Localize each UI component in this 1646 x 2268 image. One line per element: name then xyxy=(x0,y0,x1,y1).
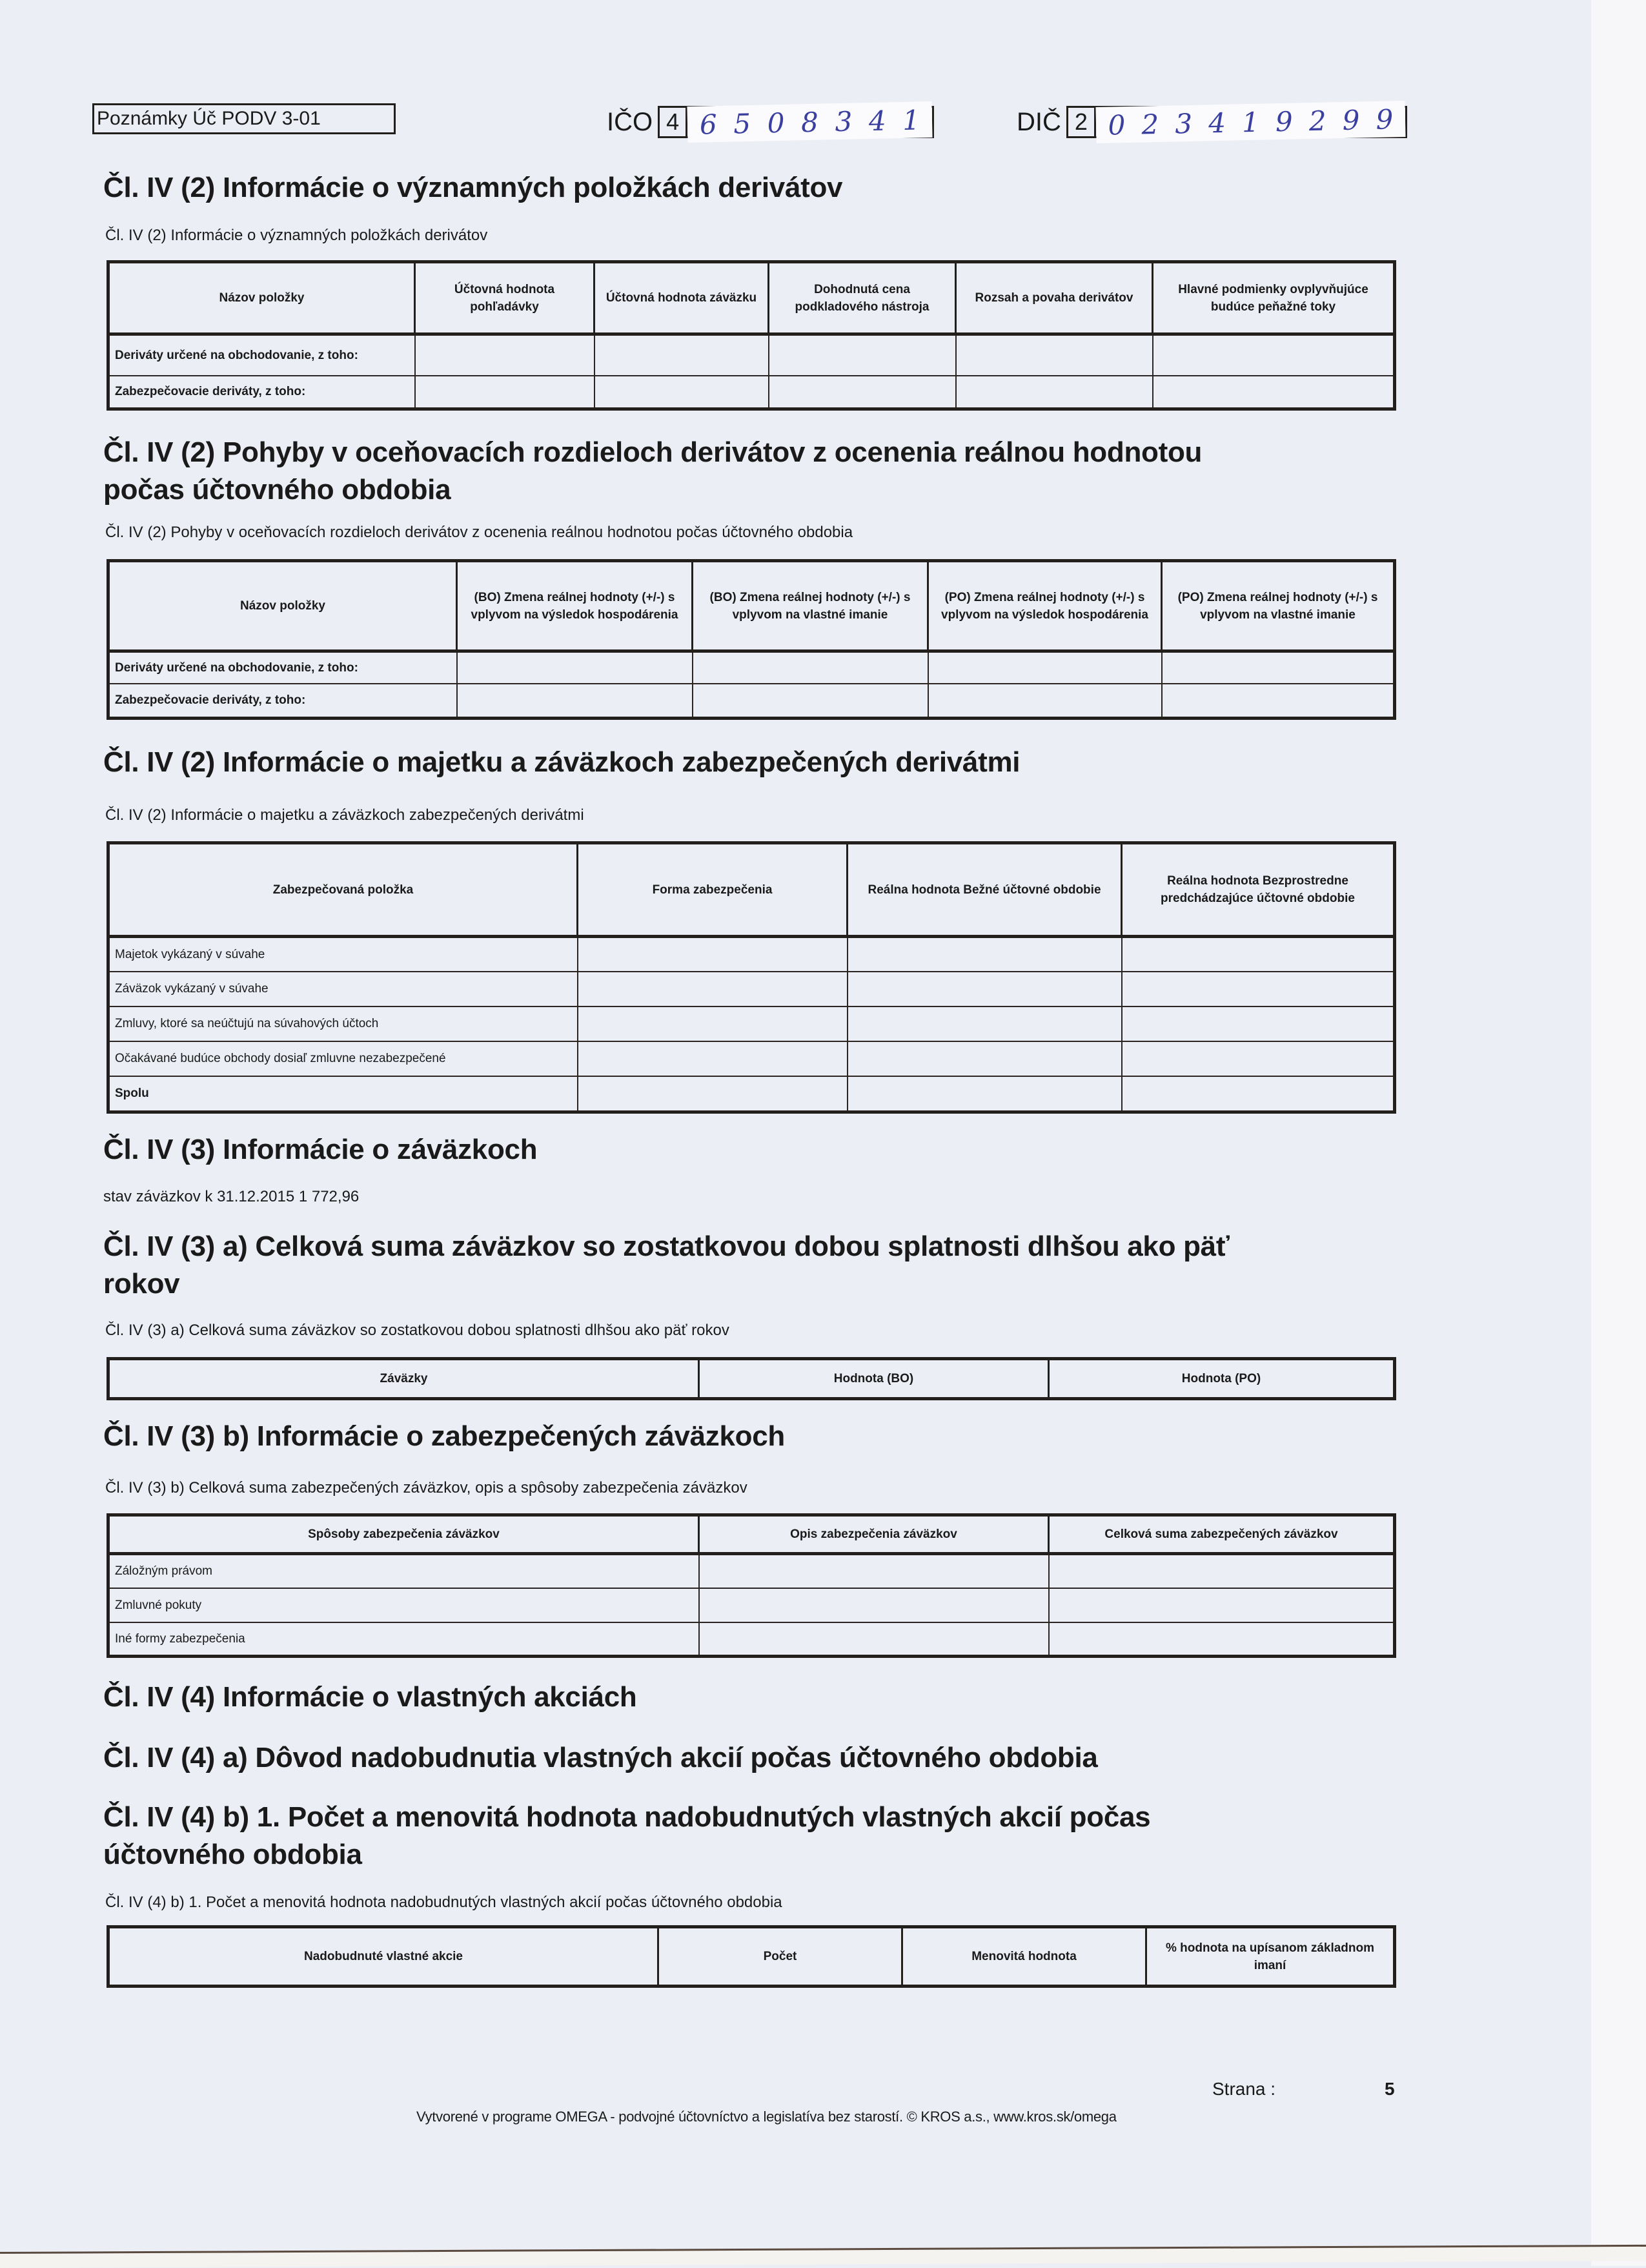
column-header: % hodnota na upísanom základnom imaní xyxy=(1146,1927,1395,1987)
ico-digit: 0 xyxy=(767,107,786,139)
table-cell[interactable] xyxy=(457,651,693,684)
ico-first-digit: 4 xyxy=(660,108,687,136)
table-cell[interactable] xyxy=(699,1588,1049,1622)
ico-digit: 8 xyxy=(800,106,819,138)
row-label: Iné formy zabezpečenia xyxy=(108,1622,699,1657)
row-label: Zmluvy, ktoré sa neúčtujú na súvahových účtoch xyxy=(108,1006,578,1041)
row-label: Deriváty určené na obchodovanie, z toho: xyxy=(108,651,457,684)
column-header: Menovitá hodnota xyxy=(902,1927,1146,1987)
paper-edge-strip xyxy=(1591,0,1646,2266)
table-cell[interactable] xyxy=(594,334,769,376)
column-header: Zabezpečovaná položka xyxy=(108,843,578,937)
section-heading: Čl. IV (4) Informácie o vlastných akciách xyxy=(103,1681,637,1713)
column-header: (PO) Zmena reálnej hodnoty (+/-) s vplyvom na výsledok hospodárenia xyxy=(928,561,1162,651)
dic-digit: 9 xyxy=(1375,103,1394,136)
row-label: Majetok vykázaný v súvahe xyxy=(108,937,578,972)
section-heading: Čl. IV (3) b) Informácie o zabezpečených záväzkoch xyxy=(103,1420,785,1452)
row-label: Zmluvné pokuty xyxy=(108,1588,699,1622)
dic-digit: 2 xyxy=(1141,108,1159,141)
column-header: Opis zabezpečenia záväzkov xyxy=(699,1515,1049,1554)
section-heading: Čl. IV (3) a) Celková suma záväzkov so zostatkovou dobou splatnosti dlhšou ako päť rokov xyxy=(103,1231,1230,1300)
column-header: Účtovná hodnota záväzku xyxy=(594,262,769,334)
table-cell[interactable] xyxy=(1153,334,1395,376)
row-label: Spolu xyxy=(108,1076,578,1112)
table-cell[interactable] xyxy=(578,1076,848,1112)
dic-handwritten xyxy=(1095,101,1405,143)
column-header: Názov položky xyxy=(108,262,415,334)
table-cell[interactable] xyxy=(693,651,928,684)
column-header: (BO) Zmena reálnej hodnoty (+/-) s vplyvom na vlastné imanie xyxy=(693,561,928,651)
table-cell[interactable] xyxy=(699,1554,1049,1588)
table-cell[interactable] xyxy=(1049,1588,1395,1622)
table-cell[interactable] xyxy=(1122,1041,1395,1076)
section-heading: Čl. IV (2) Informácie o významných položkách derivátov xyxy=(103,172,843,203)
section-heading: Čl. IV (2) Pohyby v oceňovacích rozdieloch derivátov z ocenenia reálnou hodnotou počas účtovného obdobia xyxy=(103,436,1203,506)
table-cell[interactable] xyxy=(578,1041,848,1076)
table-cell[interactable] xyxy=(928,684,1162,719)
dic-label: DIČ xyxy=(1017,108,1061,136)
dic-digit: 2 xyxy=(1308,105,1326,137)
table-cell[interactable] xyxy=(578,1006,848,1041)
column-header: Dohodnutá cena podkladového nástroja xyxy=(769,262,956,334)
dic-digit: 9 xyxy=(1275,105,1294,138)
section-caption: Čl. IV (4) b) 1. Počet a menovitá hodnota nadobudnutých vlastných akcií počas účtovného obdobia xyxy=(105,1894,782,1911)
table-cell[interactable] xyxy=(1122,1076,1395,1112)
table-cell[interactable] xyxy=(848,1041,1122,1076)
table-row xyxy=(108,1006,1395,1041)
table-row xyxy=(108,937,1395,972)
row-label: Deriváty určené na obchodovanie, z toho: xyxy=(108,334,415,376)
column-header: Hodnota (BO) xyxy=(699,1359,1049,1399)
row-label: Zabezpečovacie deriváty, z toho: xyxy=(108,684,457,719)
ico-handwritten xyxy=(687,101,933,143)
table-cell[interactable] xyxy=(769,334,956,376)
column-header: Forma zabezpečenia xyxy=(578,843,848,937)
column-header: Hlavné podmienky ovplyvňujúce budúce peňažné toky xyxy=(1153,262,1395,334)
table-row xyxy=(108,334,1395,376)
column-header: Záväzky xyxy=(108,1359,699,1399)
row-label: Záložným právom xyxy=(108,1554,699,1588)
column-header: Rozsah a povaha derivátov xyxy=(956,262,1153,334)
table-row xyxy=(108,684,1395,719)
footer-credit: Vytvorené v programe OMEGA - podvojné účtovníctvo a legislatíva bez starostí. © KROS a.s., www.kros.sk/omega xyxy=(416,2109,1117,2125)
row-label: Záväzok vykázaný v súvahe xyxy=(108,972,578,1006)
table-cell[interactable] xyxy=(699,1622,1049,1657)
table-row xyxy=(108,651,1395,684)
column-header: (BO) Zmena reálnej hodnoty (+/-) s vplyvom na výsledok hospodárenia xyxy=(457,561,693,651)
table-cell[interactable] xyxy=(769,376,956,409)
table-cell[interactable] xyxy=(1049,1622,1395,1657)
column-header: Celková suma zabezpečených záväzkov xyxy=(1049,1515,1395,1554)
table-row xyxy=(108,1588,1395,1622)
column-header: Spôsoby zabezpečenia záväzkov xyxy=(108,1515,699,1554)
column-header: Názov položky xyxy=(108,561,457,651)
section-heading: Čl. IV (3) Informácie o záväzkoch xyxy=(103,1134,538,1165)
section-caption: Čl. IV (3) a) Celková suma záväzkov so zostatkovou dobou splatnosti dlhšou ako päť rokov xyxy=(105,1322,729,1339)
dic-digit: 9 xyxy=(1342,103,1360,136)
section-caption: Čl. IV (2) Pohyby v oceňovacích rozdieloch derivátov z ocenenia reálnou hodnotou počas účtovného obdobia xyxy=(105,524,853,541)
table-cell[interactable] xyxy=(928,651,1162,684)
secured-liabilities-table xyxy=(107,1513,1396,1658)
section-heading: Čl. IV (4) a) Dôvod nadobudnutia vlastných akcií počas účtovného obdobia xyxy=(103,1742,1098,1773)
ico-box xyxy=(658,103,934,141)
column-header: Účtovná hodnota pohľadávky xyxy=(415,262,594,334)
table-cell[interactable] xyxy=(1162,651,1395,684)
ico-digit: 5 xyxy=(733,107,751,139)
column-header: (PO) Zmena reálnej hodnoty (+/-) s vplyvom na vlastné imanie xyxy=(1162,561,1395,651)
table-row xyxy=(108,1554,1395,1588)
table-cell[interactable] xyxy=(693,684,928,719)
ico-digit: 4 xyxy=(868,105,887,137)
table-cell[interactable] xyxy=(578,972,848,1006)
table-cell[interactable] xyxy=(594,376,769,409)
ico-field xyxy=(607,103,934,141)
column-header: Nadobudnuté vlastné akcie xyxy=(108,1927,658,1987)
paper-bottom-edge xyxy=(0,2245,1646,2268)
ico-digit: 6 xyxy=(699,108,718,141)
table-cell[interactable] xyxy=(956,376,1153,409)
table-cell[interactable] xyxy=(415,376,594,409)
table-cell[interactable] xyxy=(956,334,1153,376)
ico-digit: 3 xyxy=(835,105,853,138)
table-row xyxy=(108,1076,1395,1112)
section-heading: Čl. IV (2) Informácie o majetku a záväzkoch zabezpečených derivátmi xyxy=(103,746,1021,778)
column-header: Počet xyxy=(658,1927,902,1987)
section-caption: Čl. IV (2) Informácie o významných položkách derivátov xyxy=(105,227,488,244)
derivatives-valuation-table xyxy=(107,559,1396,720)
ico-label: IČO xyxy=(607,108,653,136)
section-heading: Čl. IV (4) b) 1. Počet a menovitá hodnota nadobudnutých vlastných akcií počas účtovného obdobia xyxy=(103,1801,1151,1870)
table-cell[interactable] xyxy=(848,1076,1122,1112)
page-number: 5 xyxy=(1385,2079,1395,2099)
table-row xyxy=(108,972,1395,1006)
column-header: Reálna hodnota Bezprostredne predchádzajúce účtovné obdobie xyxy=(1122,843,1395,937)
dic-field xyxy=(1017,103,1407,141)
long-term-liabilities-table xyxy=(107,1357,1396,1400)
table-cell[interactable] xyxy=(1122,1006,1395,1041)
table-cell[interactable] xyxy=(1162,684,1395,719)
column-header: Hodnota (PO) xyxy=(1049,1359,1395,1399)
row-label: Očakávané budúce obchody dosiaľ zmluvne nezabezpečené xyxy=(108,1041,578,1076)
section-caption: Čl. IV (2) Informácie o majetku a záväzkoch zabezpečených derivátmi xyxy=(105,806,584,824)
dic-box xyxy=(1066,103,1407,141)
column-header: Reálna hodnota Bežné účtovné obdobie xyxy=(848,843,1122,937)
table-cell[interactable] xyxy=(848,972,1122,1006)
table-cell[interactable] xyxy=(1122,937,1395,972)
table-row xyxy=(108,1041,1395,1076)
table-row xyxy=(108,376,1395,409)
form-code: Poznámky Úč PODV 3-01 xyxy=(97,108,321,129)
table-cell[interactable] xyxy=(1049,1554,1395,1588)
liabilities-status-text: stav záväzkov k 31.12.2015 1 772,96 xyxy=(103,1188,360,1205)
table-cell[interactable] xyxy=(848,937,1122,972)
table-cell[interactable] xyxy=(848,1006,1122,1041)
table-cell[interactable] xyxy=(578,937,848,972)
table-cell[interactable] xyxy=(415,334,594,376)
derivatives-items-table xyxy=(107,260,1396,411)
row-label: Zabezpečovacie deriváty, z toho: xyxy=(108,376,415,409)
own-shares-table xyxy=(107,1925,1396,1988)
dic-digit: 0 xyxy=(1107,108,1126,141)
page-label: Strana : xyxy=(1212,2079,1276,2099)
hedged-assets-table xyxy=(107,841,1396,1114)
dic-digit: 3 xyxy=(1174,107,1193,139)
form-code-box xyxy=(92,103,396,134)
dic-first-digit: 2 xyxy=(1068,108,1096,136)
dic-digit: 1 xyxy=(1241,106,1260,138)
table-row xyxy=(108,1622,1395,1657)
table-cell[interactable] xyxy=(457,684,693,719)
table-cell[interactable] xyxy=(1122,972,1395,1006)
dic-digit: 4 xyxy=(1208,107,1226,139)
ico-digit: 1 xyxy=(902,103,920,136)
section-caption: Čl. IV (3) b) Celková suma zabezpečených záväzkov, opis a spôsoby zabezpečenia záväzkov xyxy=(105,1479,747,1497)
table-cell[interactable] xyxy=(1153,376,1395,409)
